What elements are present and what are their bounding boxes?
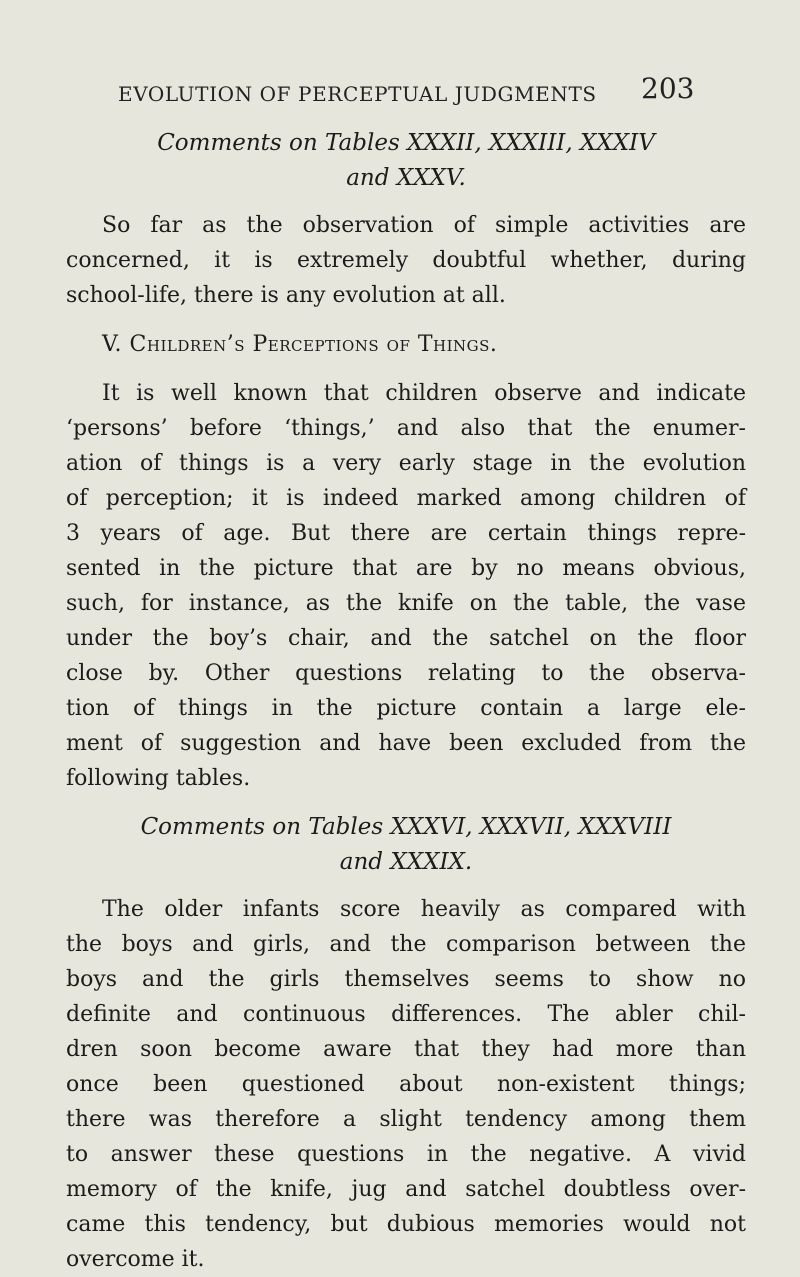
- text-line: It is well known that children observe and indicate: [102, 381, 746, 406]
- text-line: sented in the picture that are by no means obvious,: [66, 556, 746, 581]
- text-line: concerned, it is extremely doubtful whether, during: [66, 248, 746, 273]
- text-line: ment of suggestion and have been excluded from the: [66, 731, 746, 756]
- page-body: [66, 126, 746, 1277]
- text-line: ation of things is a very early stage in the evolution: [66, 451, 746, 476]
- running-head: EVOLUTION OF PERCEPTUAL JUDGMENTS: [118, 82, 597, 106]
- text-line: memory of the knife, jug and satchel doubtless over-: [66, 1177, 746, 1202]
- text-line: following tables.: [66, 766, 251, 791]
- heading-line: and XXXIX.: [339, 849, 473, 875]
- text-line: boys and the girls themselves seems to show no: [66, 967, 746, 992]
- heading-comments-tables-32-35: [66, 126, 746, 196]
- heading-line: Comments on Tables XXXII, XXXIII, XXXIV: [157, 130, 655, 156]
- text-line: 3 years of age. But there are certain things repre-: [66, 521, 746, 546]
- paragraph-persons-before-things: [66, 376, 746, 796]
- paragraph-older-infants: [66, 892, 746, 1277]
- text-line: to answer these questions in the negative. A vivid: [66, 1142, 746, 1167]
- section-heading-childrens-perceptions: V. Children’s Perceptions of Things.: [102, 332, 498, 357]
- text-line: came this tendency, but dubious memories would not: [66, 1212, 746, 1237]
- text-line: of perception; it is indeed marked among children of: [66, 486, 746, 511]
- text-line: there was therefore a slight tendency among them: [66, 1107, 746, 1132]
- text-line: definite and continuous differences. The abler chil-: [66, 1002, 746, 1027]
- text-line: under the boy’s chair, and the satchel on the floor: [66, 626, 746, 651]
- heading-comments-tables-36-39: [66, 810, 746, 880]
- text-line: dren soon become aware that they had more than: [66, 1037, 746, 1062]
- text-line: close by. Other questions relating to the observa-: [66, 661, 746, 686]
- heading-line: and XXXV.: [346, 165, 466, 191]
- text-line: ‘persons’ before ‘things,’ and also that the enumer-: [66, 416, 746, 441]
- text-line: overcome it.: [66, 1247, 205, 1272]
- text-line: once been questioned about non-existent things;: [66, 1072, 746, 1097]
- text-line: tion of things in the picture contain a large ele-: [66, 696, 746, 721]
- text-line: The older infants score heavily as compared with: [102, 897, 746, 922]
- text-line: So far as the observation of simple activities are: [102, 213, 746, 238]
- paragraph-simple-activities: [66, 208, 746, 313]
- page-number: 203: [641, 72, 695, 105]
- text-line: such, for instance, as the knife on the table, the vase: [66, 591, 746, 616]
- heading-line: Comments on Tables XXXVI, XXXVII, XXXVIII: [140, 814, 672, 840]
- text-line: the boys and girls, and the comparison between the: [66, 932, 746, 957]
- text-line: school-life, there is any evolution at all.: [66, 283, 506, 308]
